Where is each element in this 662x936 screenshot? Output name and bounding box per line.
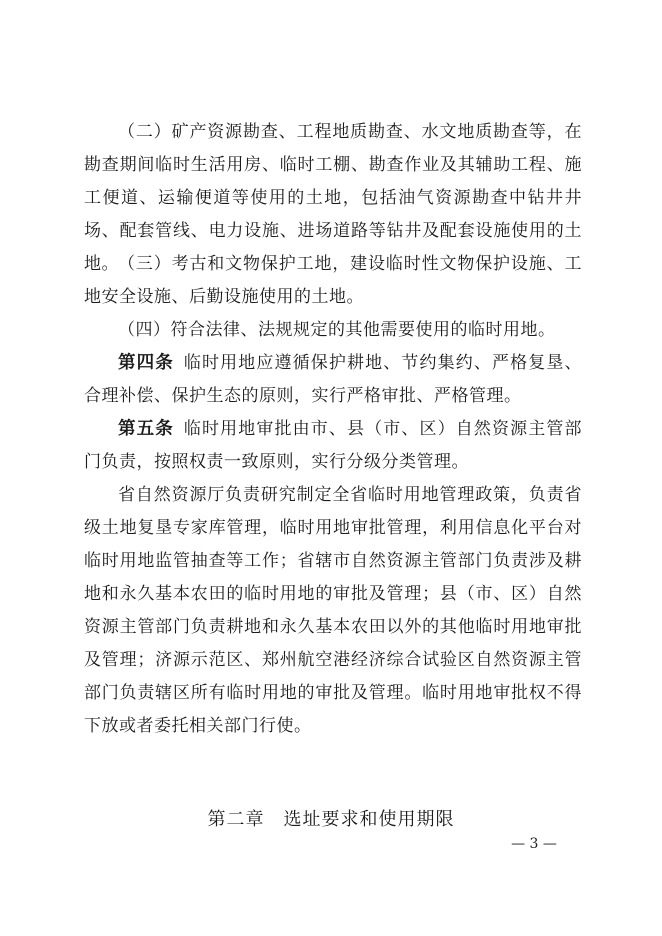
paragraph-provincial-duties: 省自然资源厅负责研究制定全省临时用地管理政策，负责省级土地复垦专家库管理，临时用地审批管理，利用信息化平台对临时用地监管抽查等工作；省辖市自然资源主管部门负责涉及耕地和永久基本农田的临时用地的审批及管理；县（市、区）自然资源主管部门负责耕地和永久基本农田以外的其他临时用地审批及管理；济源示范区、郑州航空港经济综合试验区自然资源主管部门负责辖区所有临时用地的审批及管理。临时用地审批权不得下放或者委托相关部门行使。 xyxy=(84,485,582,736)
page-number: — 3 — xyxy=(511,836,557,852)
paragraph-item-4: （四）符合法律、法规规定的其他需要使用的临时用地。 xyxy=(118,320,556,340)
article-5-label: 第五条 xyxy=(118,419,174,439)
article-5 xyxy=(84,413,582,479)
article-4-text: 临时用地应遵循保护耕地、节约集约、严格复垦、合理补偿、保护生态的原则，实行严格审批、严格管理。 xyxy=(84,353,582,406)
chapter-heading: 第二章 选址要求和使用期限 xyxy=(207,809,455,830)
paragraph-item-3: （三）考古和文物保护工地，建设临时性文物保护设施、工地安全设施、后勤设施使用的土地。 xyxy=(84,254,582,307)
article-5-text: 临时用地审批由市、县（市、区）自然资源主管部门负责，按照权责一致原则，实行分级分类管理。 xyxy=(84,419,582,472)
paragraph-item-2: （二）矿产资源勘查、工程地质勘查、水文地质勘查等，在勘查期间临时生活用房、临时工棚、勘查作业及其辅助工程、施工便道、运输便道等使用的土地，包括油气资源勘查中钻井井场、配套管线、电力设施、进场道路等钻井及配套设施使用的土地。 xyxy=(84,122,582,274)
article-4 xyxy=(84,347,582,413)
article-4-label: 第四条 xyxy=(118,353,174,373)
